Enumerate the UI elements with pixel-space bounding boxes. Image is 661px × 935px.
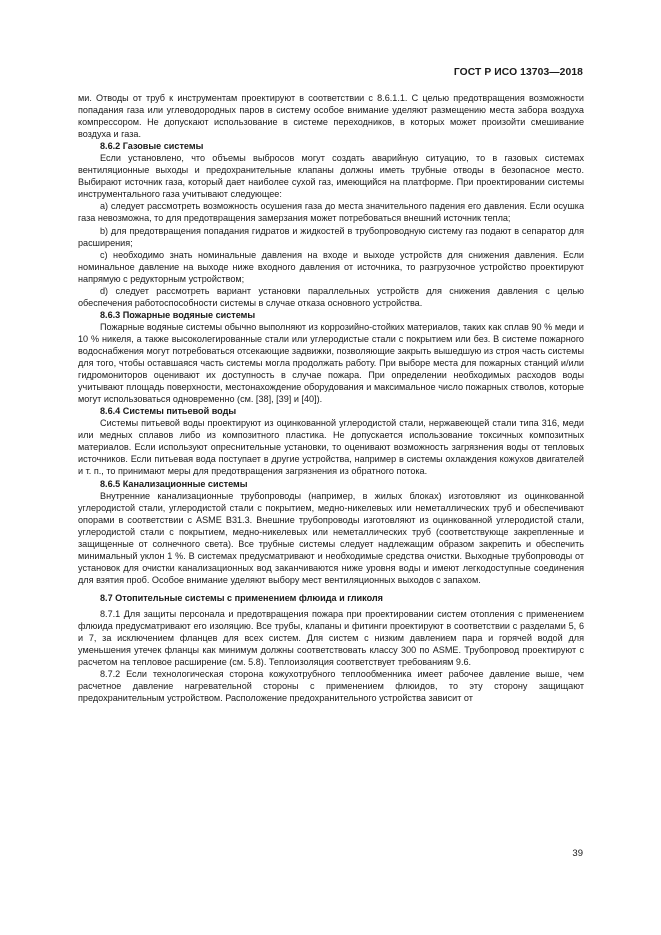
document-header: ГОСТ Р ИСО 13703—2018 bbox=[453, 67, 583, 78]
page-number: 39 bbox=[572, 848, 583, 859]
paragraph: Пожарные водяные системы обычно выполняют из коррозийно-стойких материалов, таких как сплав 90 % меди и 10 % никеля, а также высоколегированные стали или углеродистые стали с покрытием или без. В системе пожарного водоснабжения могут потребоваться отсекающие задвижки, позволяющие закрыть вышедшую из строя часть системы для того, чтобы оставшаяся часть системы могла продолжать работу. При выборе места для пожарных станций и/или гидромониторов оценивают их доступность в случае пожара. При определении необходимых расходов воды учитывают площадь поверхности, местонахождение оборудования и максимальное число пожарных стволов, которые могут использоваться одновременно (см. [38], [39] и [40]). bbox=[78, 321, 584, 405]
section-heading-8-6-3: 8.6.3 Пожарные водяные системы bbox=[100, 309, 256, 320]
list-item: c) необходимо знать номинальные давления на входе и выходе устройств для снижения давления. Если номинальное давление на выходе ниже входного давления от источника, то разгрузочное устройство проектируют напрямую с редукторным устройством; bbox=[78, 249, 584, 284]
list-item: d) следует рассмотреть вариант установки параллельных устройств для снижения давления с целью обеспечения работоспособности системы в случае отказа основного устройства. bbox=[78, 285, 584, 308]
section-heading-8-7: 8.7 Отопительные системы с применением флюида и гликоля bbox=[100, 592, 383, 603]
section-heading-8-6-4: 8.6.4 Системы питьевой воды bbox=[100, 406, 237, 417]
list-item: b) для предотвращения попадания гидратов и жидкостей в трубопроводную систему газ подают в сепаратор для расширения; bbox=[78, 225, 584, 248]
paragraph: 8.7.2 Если технологическая сторона кожухотрубного теплообменника имеет рабочее давление выше, чем расчетное давление нагревательной стороны с применением флюидов, то эту сторону защищают предохранительным устройством. Расположение предохранительного устройства зависит от bbox=[78, 669, 584, 704]
paragraph: 8.7.1 Для защиты персонала и предотвращения пожара при проектировании систем отопления с применением флюида предусматривают его изоляцию. Все трубы, клапаны и фитинги проектируют в соответствии с разделами 5, 6 и 7, за исключением фланцев для всех систем. Для систем с низким давлением пара и горячей водой для уменьшения утечек фланцы как минимум должны соответствовать классу 300 по ASME. Трубопровод проектируют с расчетом на тепловое расширение (см. 5.8). Теплоизоляция соответствует требованиям 9.6. bbox=[78, 608, 584, 668]
paragraph: ми. Отводы от труб к инструментам проектируют в соответствии с 8.6.1.1. С целью предотвращения возможности попадания газа или углеводородных паров в систему особое внимание уделяют размещению места забора воздуха компрессором. Не допускают использование в системе переходников, в которых может произойти смешивание воздуха и газа. bbox=[78, 93, 584, 140]
list-item: а) следует рассмотреть возможность осушения газа до места значительного падения его давления. Если осушка газа невозможна, то для предотвращения замерзания может потребоваться внешний источник тепла; bbox=[78, 201, 584, 224]
paragraph: Системы питьевой воды проектируют из оцинкованной углеродистой стали, нержавеющей стали типа 316, меди или медных сплавов либо из композитного пластика. Не допускается использование токсичных композитных материалов. Если используют опреснительные установки, то оценивают возможность загрязнения воды от тепловых источников. Если питьевая вода поступает в другие устройства, например в системы охлаждения кожухов двигателей и т. п., то принимают меры для предотвращения загрязнения из обратного потока. bbox=[78, 418, 584, 477]
paragraph: Внутренние канализационные трубопроводы (например, в жилых блоках) изготовляют из оцинкованной углеродистой стали, углеродистой стали с покрытием, медно-никелевых или неметаллических труб и обеспечивают опорами в соответствии с ASME B31.3. Внешние трубопроводы изготовляют из оцинкованной углеродистой стали, углеродистой стали с покрытием, медно-никелевых или неметаллических труб (соответствующе закрепленные и защищенные от солнечного света). Все трубные системы следует надлежащим образом закрепить и обеспечить минимальный уклон 1 %. В системах предусматривают и необходимые средства очистки. Выходные трубопроводы от установок для очистки канализационных вод заканчиваются ниже уровня воды и имеют легкодоступные соединения для взятия проб. Особое внимание уделяют выбору мест вентиляционных выходов с запахом. bbox=[78, 490, 584, 585]
document-body bbox=[78, 92, 584, 704]
paragraph: Если установлено, что объемы выбросов могут создать аварийную ситуацию, то в газовых системах вентиляционные выходы и предохранительные клапаны должны иметь трубные отводы в безопасное место. Выбирают источник газа, который дает наиболее сухой газ, имеющийся на платформе. При проектировании системы инструментального газа учитывают следующее: bbox=[78, 153, 584, 200]
section-heading-8-6-5: 8.6.5 Канализационные системы bbox=[100, 478, 248, 489]
section-heading-8-6-2: 8.6.2 Газовые системы bbox=[100, 141, 204, 152]
